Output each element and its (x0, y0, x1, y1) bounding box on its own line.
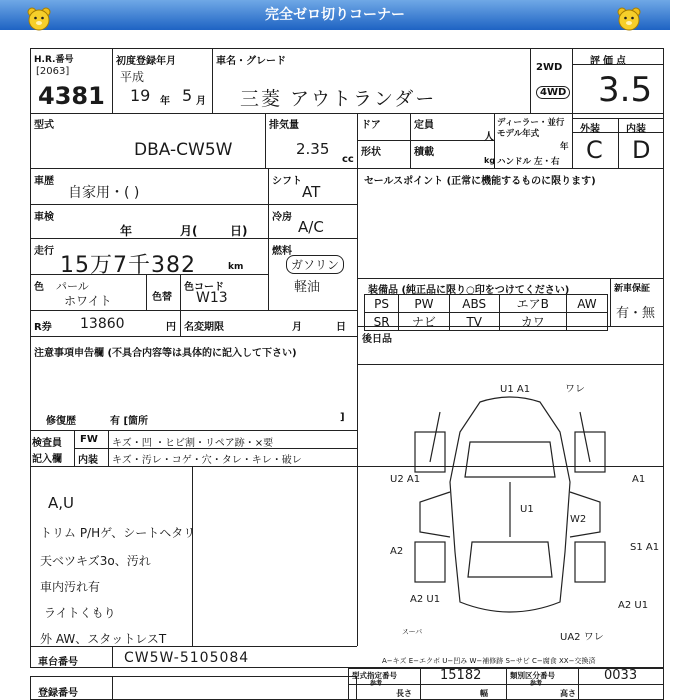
handle-label: ハンドル 左・右 (497, 157, 560, 167)
registration-era: 平成 (120, 70, 145, 84)
shape-label: 形状 (361, 147, 381, 158)
registration-month-unit: 月 (196, 96, 206, 107)
width-label: 幅 (480, 689, 488, 698)
dealer-label: ディーラー・並行 (497, 118, 565, 128)
name-change-day: 日 (336, 322, 346, 333)
repair-history-value: 有 [箇所 (110, 416, 149, 427)
mark-front-crack: ワレ (565, 384, 585, 395)
notes-label: 注意事項申告欄 (不具合内容等は具体的に記入して下さい) (34, 348, 297, 359)
equip-empty (566, 313, 607, 331)
repair-history-close: ] (340, 412, 345, 423)
color-change-label: 色替 (152, 292, 172, 303)
year-unit: 年 (560, 142, 569, 152)
capacity-label: 定員 (414, 120, 434, 131)
kg-unit: kg (484, 156, 496, 165)
model-label: 型式 (34, 120, 54, 131)
model-year-label: モデル年式 (497, 129, 540, 139)
exterior-label: 外装 (580, 124, 600, 135)
registration-box (30, 676, 357, 700)
equipment-label: 装備品 (純正品に限り○印をつけてください) (368, 285, 570, 296)
mark-right-bottom: A2 U1 (618, 600, 649, 611)
designation-value: 15182 (440, 668, 482, 683)
evaluation-score: 3.5 (598, 70, 653, 110)
interior-grade: D (632, 136, 651, 164)
fuel-gasoline: ガソリン (286, 255, 344, 274)
inspector-fw: FW (80, 434, 98, 445)
sales-point-label: セールスポイント (正常に機能するものに限ります) (364, 176, 596, 187)
lot-number: 4381 (38, 82, 105, 110)
car-damage-diagram (360, 372, 660, 652)
person-unit: 人 (484, 132, 494, 143)
damage-legend: A−キズ E−エクボ U−凹み W−補修跡 S−サビ C−腐食 XX−交換済 (382, 657, 596, 665)
registration-label: 登録番号 (38, 688, 78, 699)
note-line-5: ライトくもり (44, 606, 116, 620)
mark-rear: UA2 ワレ (560, 632, 604, 643)
inspector-fw-text: キズ・凹 ・ヒビ割・リペア跡・×要 (112, 438, 274, 449)
registration-year-unit: 年 (160, 96, 170, 107)
lot-label: H.R.番号 (34, 55, 74, 65)
car-grade-label: 車名・グレード (216, 56, 286, 67)
lot-sub: [2063] (36, 66, 70, 77)
equip-aw: AW (566, 295, 607, 313)
classification-sub: 参考 (530, 680, 543, 687)
mark-front: U1 A1 (500, 384, 531, 395)
color-value-1: パール (56, 280, 89, 293)
interior-label: 内装 (626, 124, 646, 135)
model-code: DBA-CW5W (134, 140, 233, 160)
inspection-month-unit: 月( (180, 224, 198, 238)
new-warranty-label: 新車保証 (614, 284, 651, 294)
new-warranty-value: 有・無 (616, 306, 656, 321)
ac-label: 冷房 (272, 212, 292, 223)
equip-sr: SR (365, 313, 399, 331)
score-label: 評価点 (590, 56, 629, 67)
mark-right-roof: W2 (570, 514, 587, 525)
inspector-entry-label: 記入欄 (32, 454, 62, 465)
note-line-6: 外 AW、スタットレスT (40, 632, 167, 646)
designation-label: 型式指定番号 (352, 671, 397, 680)
exterior-grade: C (586, 136, 603, 164)
drive-4wd: 4WD (536, 86, 570, 99)
mark-right-front: A1 (632, 474, 646, 485)
inspector-inner-text: キズ・汚レ・コゲ・穴・タレ・キレ・破レ (112, 455, 302, 466)
equip-tv: TV (449, 313, 499, 331)
equip-navi: ナビ (399, 313, 449, 331)
door-label: ドア (361, 120, 381, 131)
note-line-3: 天ベツキズ3o、汚れ (40, 554, 151, 568)
chassis-label: 車台番号 (38, 657, 78, 668)
color-code-label: 色コード (184, 282, 224, 293)
registration-month: 5 (182, 86, 193, 105)
banner-title: 完全ゼロ切りコーナー (0, 0, 670, 30)
mark-spare: スーパ (402, 628, 423, 636)
inspection-label: 車検 (34, 212, 54, 223)
color-value-2: ホワイト (64, 294, 112, 308)
mark-right-rear: S1 A1 (630, 542, 660, 553)
car-name: 三菱 アウトランダー (240, 88, 437, 110)
equip-ps: PS (365, 295, 399, 313)
color-label: 色 (34, 282, 44, 293)
name-change-label: 名変期限 (184, 322, 224, 333)
designation-sub: 参考 (370, 680, 383, 687)
drive-2wd: 2WD (536, 62, 563, 73)
load-label: 積載 (414, 147, 434, 158)
rear-items-label: 後日品 (362, 334, 392, 345)
chassis-number: CW5W-5105084 (124, 650, 250, 666)
registration-year: 19 (130, 86, 151, 105)
recycle-unit: 円 (166, 322, 176, 333)
color-code-value: W13 (196, 290, 228, 306)
equip-leather: カワ (499, 313, 566, 331)
classification-value: 0033 (604, 668, 638, 683)
mark-left-bottom: A2 U1 (410, 594, 441, 605)
note-line-2: トリム P/Hゲ、シートヘタリ (40, 526, 196, 540)
repair-history-label: 修復歴 (46, 416, 76, 427)
shift-value: AT (302, 183, 321, 201)
equip-airbag: エアB (499, 295, 566, 313)
inspection-year-unit: 年 (120, 224, 133, 238)
note-line-4: 車内汚れ有 (40, 580, 101, 594)
equip-pw: PW (399, 295, 449, 313)
mileage-value: 15万7千382 (60, 253, 196, 278)
bear-mascot-icon (616, 6, 642, 32)
usage-label: 車歴 (34, 176, 54, 187)
displacement-unit: cc (342, 154, 354, 165)
mileage-label: 走行 (34, 246, 54, 257)
ac-value: A/C (298, 218, 324, 236)
mileage-unit: km (228, 262, 244, 272)
note-line-1: A,U (48, 494, 75, 512)
length-label: 長さ (396, 689, 412, 698)
usage-value: 自家用・( ) (68, 185, 140, 201)
inspector-inner: 内装 (78, 455, 98, 466)
displacement-label: 排気量 (269, 120, 299, 131)
fuel-label: 燃料 (272, 246, 292, 257)
fuel-diesel: 軽油 (294, 280, 321, 295)
mark-left-rear: A2 (390, 546, 404, 557)
name-change-month: 月 (292, 322, 302, 333)
recycle-label: R券 (34, 322, 52, 333)
inspection-day-unit: 日) (230, 224, 248, 238)
bear-mascot-icon (26, 6, 52, 32)
shift-label: シフト (272, 176, 302, 187)
mark-left-front: U2 A1 (390, 474, 421, 485)
equip-abs: ABS (449, 295, 499, 313)
first-registration-label: 初度登録年月 (116, 56, 176, 67)
recycle-value: 13860 (80, 316, 125, 332)
inspector-label: 検査員 (32, 438, 62, 449)
displacement-value: 2.35 (296, 140, 330, 158)
mark-roof: U1 (520, 504, 534, 515)
height-label: 高さ (560, 689, 576, 698)
classification-label: 類別区分番号 (510, 671, 555, 680)
